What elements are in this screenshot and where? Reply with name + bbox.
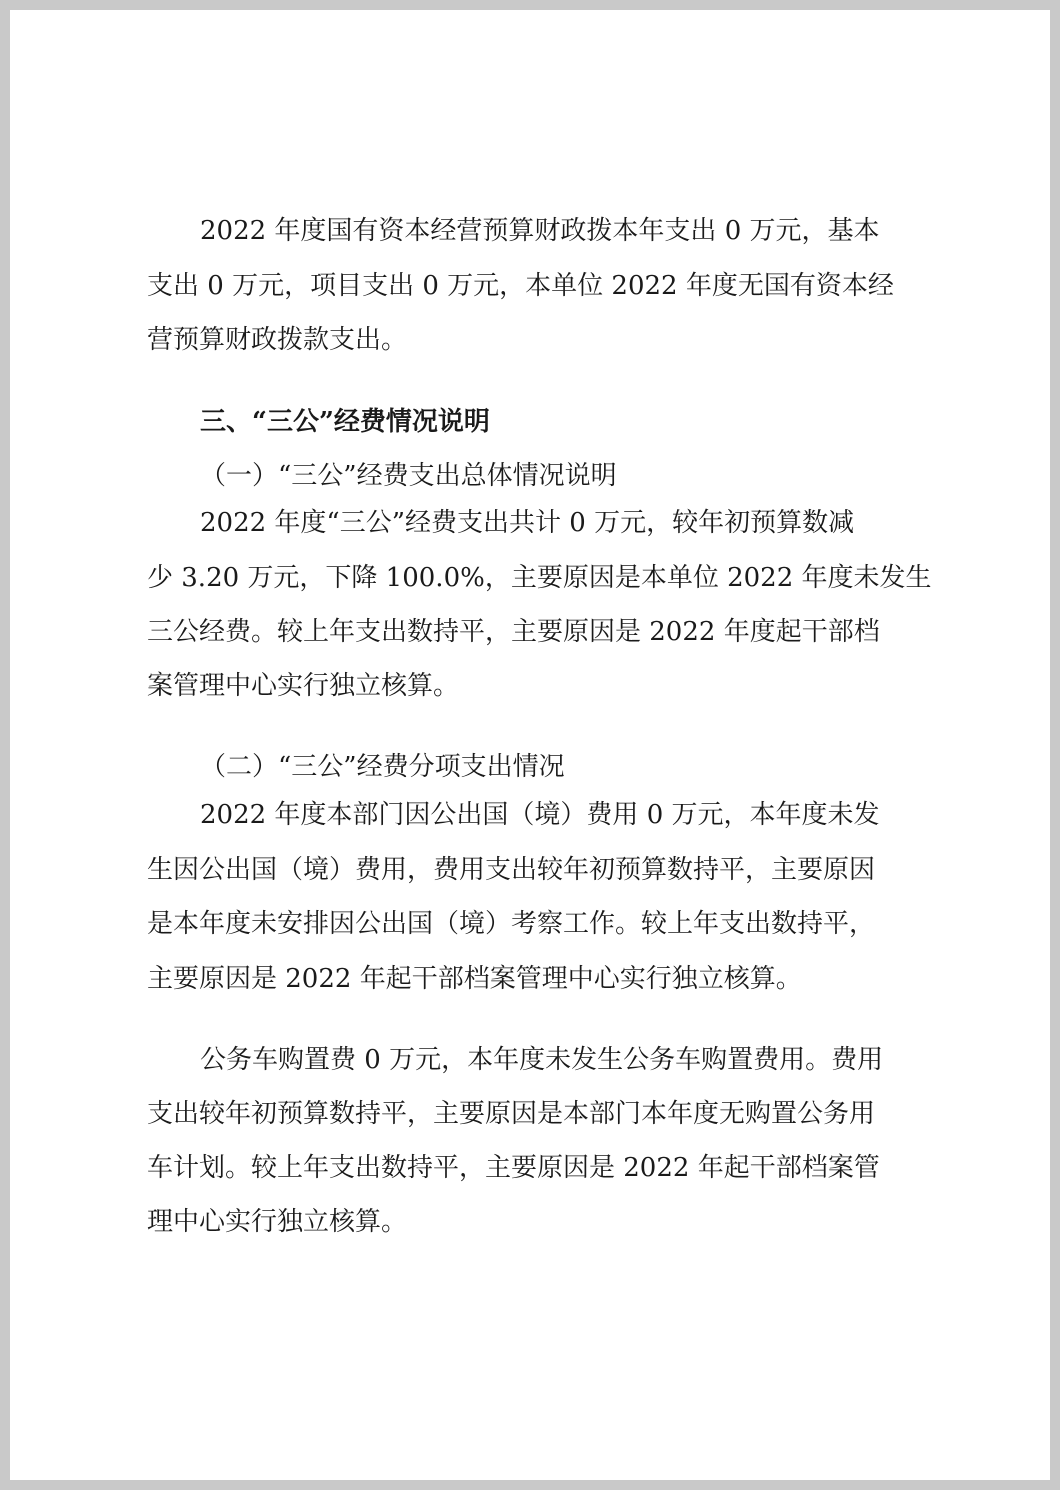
paragraph-2-line-3: 三公经费。较上年支出数持平，主要原因是 2022 年度起干部档 [147, 617, 880, 647]
paragraph-4-line-2: 支出较年初预算数持平，主要原因是本部门本年度无购置公务用 [147, 1099, 876, 1129]
paragraph-3-line-4: 主要原因是 2022 年起干部档案管理中心实行独立核算。 [147, 964, 802, 994]
paragraph-1-line-1: 2022 年度国有资本经营预算财政拨本年支出 0 万元，基本 [200, 216, 880, 246]
paragraph-4-line-3: 车计划。较上年支出数持平，主要原因是 2022 年起干部档案管 [147, 1153, 880, 1183]
paragraph-4-line-1: 公务车购置费 0 万元，本年度未发生公务车购置费用。费用 [200, 1045, 884, 1075]
paragraph-3-line-2: 生因公出国（境）费用，费用支出较年初预算数持平，主要原因 [147, 855, 876, 885]
paragraph-2-line-1: 2022 年度“三公”经费支出共计 0 万元，较年初预算数减 [200, 508, 855, 538]
subheading-1: （一）“三公”经费支出总体情况说明 [200, 461, 617, 491]
paragraph-2-line-4: 案管理中心实行独立核算。 [147, 671, 460, 701]
paragraph-4-line-4: 理中心实行独立核算。 [147, 1207, 408, 1237]
document-page [10, 10, 1050, 1480]
subheading-2: （二）“三公”经费分项支出情况 [200, 752, 565, 782]
paragraph-3-line-3: 是本年度未安排因公出国（境）考察工作。较上年支出数持平， [147, 909, 876, 939]
section-heading-3: 三、“三公”经费情况说明 [200, 407, 490, 437]
paragraph-2-line-2: 少 3.20 万元，下降 100.0%，主要原因是本单位 2022 年度未发生 [147, 563, 932, 593]
paragraph-1-line-3: 营预算财政拨款支出。 [147, 325, 408, 355]
paragraph-3-line-1: 2022 年度本部门因公出国（境）费用 0 万元，本年度未发 [200, 800, 880, 830]
paragraph-1-line-2: 支出 0 万元，项目支出 0 万元，本单位 2022 年度无国有资本经 [147, 271, 894, 301]
